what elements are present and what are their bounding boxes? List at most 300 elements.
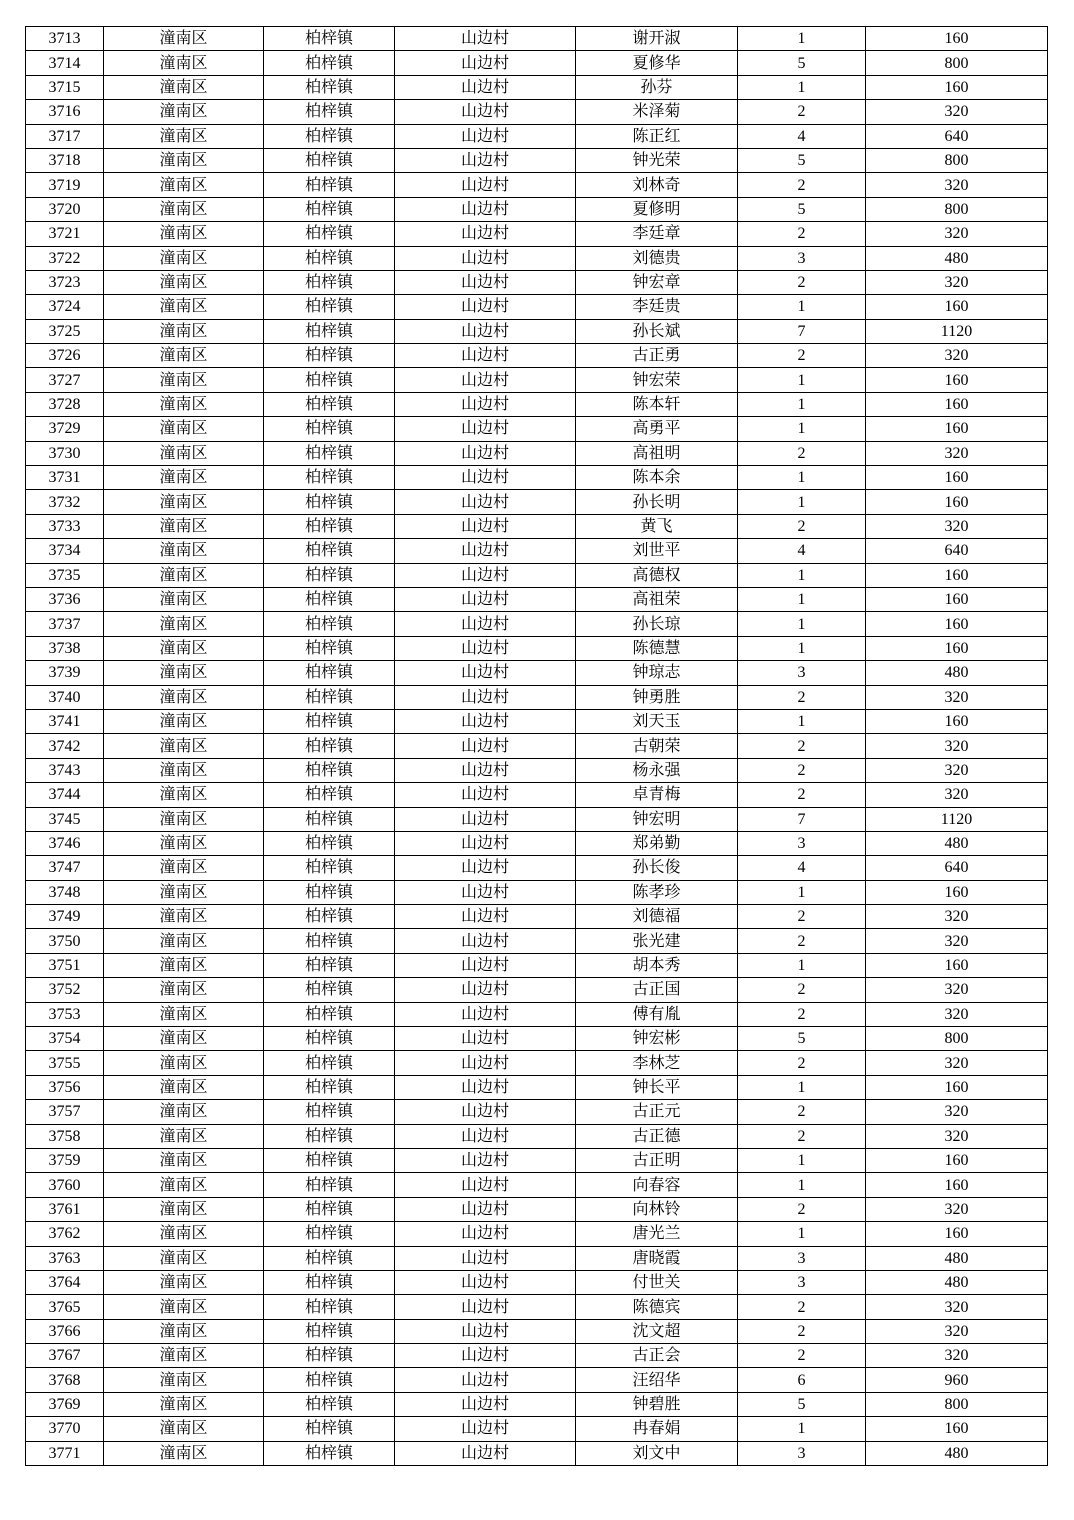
serial-number-cell: 3748: [26, 880, 104, 904]
serial-number-cell: 3760: [26, 1173, 104, 1197]
serial-number-cell: 3764: [26, 1270, 104, 1294]
amount-cell: 160: [866, 1222, 1048, 1246]
district-cell: 潼南区: [104, 709, 264, 733]
district-cell: 潼南区: [104, 417, 264, 441]
table-row: [26, 953, 1048, 977]
district-cell: 潼南区: [104, 392, 264, 416]
table-row: [26, 758, 1048, 782]
serial-number-cell: 3729: [26, 417, 104, 441]
town-cell: 柏梓镇: [264, 1246, 395, 1270]
table-row: [26, 490, 1048, 514]
village-cell: 山边村: [395, 1051, 576, 1075]
district-cell: 潼南区: [104, 295, 264, 319]
count-cell: 2: [738, 1319, 866, 1343]
table-row: [26, 1051, 1048, 1075]
table-row: [26, 1392, 1048, 1416]
town-cell: 柏梓镇: [264, 880, 395, 904]
village-cell: 山边村: [395, 1295, 576, 1319]
district-cell: 潼南区: [104, 1368, 264, 1392]
village-cell: 山边村: [395, 1319, 576, 1343]
amount-cell: 320: [866, 758, 1048, 782]
name-cell: 古正明: [576, 1148, 738, 1172]
town-cell: 柏梓镇: [264, 490, 395, 514]
serial-number-cell: 3766: [26, 1319, 104, 1343]
table-row: [26, 661, 1048, 685]
table-row: [26, 905, 1048, 929]
town-cell: 柏梓镇: [264, 831, 395, 855]
serial-number-cell: 3727: [26, 368, 104, 392]
subsidy-table: [25, 26, 1048, 1466]
count-cell: 1: [738, 953, 866, 977]
district-cell: 潼南区: [104, 905, 264, 929]
amount-cell: 160: [866, 1417, 1048, 1441]
town-cell: 柏梓镇: [264, 1417, 395, 1441]
serial-number-cell: 3752: [26, 978, 104, 1002]
name-cell: 高祖荣: [576, 587, 738, 611]
serial-number-cell: 3720: [26, 197, 104, 221]
district-cell: 潼南区: [104, 1319, 264, 1343]
table-row: [26, 344, 1048, 368]
amount-cell: 480: [866, 1246, 1048, 1270]
serial-number-cell: 3744: [26, 783, 104, 807]
table-row: [26, 1002, 1048, 1026]
serial-number-cell: 3717: [26, 124, 104, 148]
amount-cell: 1120: [866, 807, 1048, 831]
amount-cell: 320: [866, 734, 1048, 758]
village-cell: 山边村: [395, 1417, 576, 1441]
village-cell: 山边村: [395, 734, 576, 758]
amount-cell: 160: [866, 953, 1048, 977]
town-cell: 柏梓镇: [264, 197, 395, 221]
count-cell: 2: [738, 270, 866, 294]
town-cell: 柏梓镇: [264, 173, 395, 197]
name-cell: 陈正红: [576, 124, 738, 148]
village-cell: 山边村: [395, 929, 576, 953]
amount-cell: 1120: [866, 319, 1048, 343]
name-cell: 卓青梅: [576, 783, 738, 807]
village-cell: 山边村: [395, 1124, 576, 1148]
name-cell: 冉春娟: [576, 1417, 738, 1441]
count-cell: 3: [738, 661, 866, 685]
count-cell: 1: [738, 466, 866, 490]
name-cell: 夏修华: [576, 51, 738, 75]
name-cell: 李林芝: [576, 1051, 738, 1075]
village-cell: 山边村: [395, 587, 576, 611]
name-cell: 张光建: [576, 929, 738, 953]
town-cell: 柏梓镇: [264, 1392, 395, 1416]
town-cell: 柏梓镇: [264, 978, 395, 1002]
village-cell: 山边村: [395, 1002, 576, 1026]
district-cell: 潼南区: [104, 124, 264, 148]
town-cell: 柏梓镇: [264, 51, 395, 75]
serial-number-cell: 3759: [26, 1148, 104, 1172]
name-cell: 钟宏荣: [576, 368, 738, 392]
count-cell: 1: [738, 587, 866, 611]
village-cell: 山边村: [395, 368, 576, 392]
town-cell: 柏梓镇: [264, 1368, 395, 1392]
district-cell: 潼南区: [104, 539, 264, 563]
village-cell: 山边村: [395, 246, 576, 270]
village-cell: 山边村: [395, 270, 576, 294]
name-cell: 胡本秀: [576, 953, 738, 977]
amount-cell: 160: [866, 1173, 1048, 1197]
count-cell: 7: [738, 807, 866, 831]
amount-cell: 800: [866, 197, 1048, 221]
amount-cell: 160: [866, 392, 1048, 416]
table-row: [26, 807, 1048, 831]
village-cell: 山边村: [395, 1441, 576, 1465]
town-cell: 柏梓镇: [264, 1319, 395, 1343]
town-cell: 柏梓镇: [264, 953, 395, 977]
town-cell: 柏梓镇: [264, 1075, 395, 1099]
town-cell: 柏梓镇: [264, 539, 395, 563]
amount-cell: 480: [866, 661, 1048, 685]
serial-number-cell: 3714: [26, 51, 104, 75]
village-cell: 山边村: [395, 295, 576, 319]
count-cell: 4: [738, 124, 866, 148]
count-cell: 4: [738, 856, 866, 880]
amount-cell: 320: [866, 1344, 1048, 1368]
amount-cell: 160: [866, 1075, 1048, 1099]
village-cell: 山边村: [395, 1246, 576, 1270]
town-cell: 柏梓镇: [264, 295, 395, 319]
table-row: [26, 270, 1048, 294]
village-cell: 山边村: [395, 831, 576, 855]
district-cell: 潼南区: [104, 1002, 264, 1026]
district-cell: 潼南区: [104, 75, 264, 99]
town-cell: 柏梓镇: [264, 929, 395, 953]
table-row: [26, 563, 1048, 587]
count-cell: 1: [738, 709, 866, 733]
amount-cell: 640: [866, 856, 1048, 880]
town-cell: 柏梓镇: [264, 758, 395, 782]
town-cell: 柏梓镇: [264, 441, 395, 465]
town-cell: 柏梓镇: [264, 807, 395, 831]
count-cell: 1: [738, 1417, 866, 1441]
town-cell: 柏梓镇: [264, 392, 395, 416]
count-cell: 2: [738, 905, 866, 929]
district-cell: 潼南区: [104, 27, 264, 51]
village-cell: 山边村: [395, 807, 576, 831]
district-cell: 潼南区: [104, 685, 264, 709]
amount-cell: 160: [866, 880, 1048, 904]
serial-number-cell: 3733: [26, 514, 104, 538]
town-cell: 柏梓镇: [264, 148, 395, 172]
name-cell: 高祖明: [576, 441, 738, 465]
count-cell: 2: [738, 1051, 866, 1075]
serial-number-cell: 3751: [26, 953, 104, 977]
table-row: [26, 636, 1048, 660]
serial-number-cell: 3724: [26, 295, 104, 319]
district-cell: 潼南区: [104, 1295, 264, 1319]
district-cell: 潼南区: [104, 807, 264, 831]
count-cell: 3: [738, 831, 866, 855]
table-row: [26, 1124, 1048, 1148]
village-cell: 山边村: [395, 1100, 576, 1124]
name-cell: 米泽菊: [576, 100, 738, 124]
name-cell: 钟宏彬: [576, 1027, 738, 1051]
district-cell: 潼南区: [104, 1100, 264, 1124]
serial-number-cell: 3736: [26, 587, 104, 611]
name-cell: 刘文中: [576, 1441, 738, 1465]
district-cell: 潼南区: [104, 783, 264, 807]
table-row: [26, 1173, 1048, 1197]
name-cell: 向春容: [576, 1173, 738, 1197]
serial-number-cell: 3718: [26, 148, 104, 172]
district-cell: 潼南区: [104, 856, 264, 880]
district-cell: 潼南区: [104, 441, 264, 465]
count-cell: 2: [738, 734, 866, 758]
count-cell: 7: [738, 319, 866, 343]
village-cell: 山边村: [395, 173, 576, 197]
count-cell: 1: [738, 563, 866, 587]
serial-number-cell: 3731: [26, 466, 104, 490]
table-row: [26, 587, 1048, 611]
village-cell: 山边村: [395, 856, 576, 880]
name-cell: 付世关: [576, 1270, 738, 1294]
village-cell: 山边村: [395, 612, 576, 636]
count-cell: 1: [738, 417, 866, 441]
town-cell: 柏梓镇: [264, 1173, 395, 1197]
serial-number-cell: 3723: [26, 270, 104, 294]
town-cell: 柏梓镇: [264, 75, 395, 99]
table-row: [26, 734, 1048, 758]
town-cell: 柏梓镇: [264, 1270, 395, 1294]
serial-number-cell: 3715: [26, 75, 104, 99]
count-cell: 2: [738, 1295, 866, 1319]
amount-cell: 160: [866, 587, 1048, 611]
district-cell: 潼南区: [104, 100, 264, 124]
name-cell: 孙芬: [576, 75, 738, 99]
serial-number-cell: 3738: [26, 636, 104, 660]
count-cell: 1: [738, 1222, 866, 1246]
village-cell: 山边村: [395, 441, 576, 465]
amount-cell: 160: [866, 1148, 1048, 1172]
district-cell: 潼南区: [104, 563, 264, 587]
count-cell: 2: [738, 100, 866, 124]
village-cell: 山边村: [395, 905, 576, 929]
town-cell: 柏梓镇: [264, 368, 395, 392]
count-cell: 3: [738, 1441, 866, 1465]
count-cell: 5: [738, 1392, 866, 1416]
serial-number-cell: 3750: [26, 929, 104, 953]
district-cell: 潼南区: [104, 1075, 264, 1099]
village-cell: 山边村: [395, 197, 576, 221]
name-cell: 李廷贵: [576, 295, 738, 319]
serial-number-cell: 3767: [26, 1344, 104, 1368]
town-cell: 柏梓镇: [264, 466, 395, 490]
serial-number-cell: 3713: [26, 27, 104, 51]
amount-cell: 480: [866, 1441, 1048, 1465]
count-cell: 3: [738, 1270, 866, 1294]
name-cell: 古朝荣: [576, 734, 738, 758]
amount-cell: 320: [866, 1197, 1048, 1221]
count-cell: 1: [738, 490, 866, 514]
name-cell: 刘林奇: [576, 173, 738, 197]
village-cell: 山边村: [395, 417, 576, 441]
district-cell: 潼南区: [104, 1124, 264, 1148]
district-cell: 潼南区: [104, 1417, 264, 1441]
serial-number-cell: 3763: [26, 1246, 104, 1270]
amount-cell: 320: [866, 1051, 1048, 1075]
village-cell: 山边村: [395, 978, 576, 1002]
district-cell: 潼南区: [104, 148, 264, 172]
town-cell: 柏梓镇: [264, 1197, 395, 1221]
table-row: [26, 929, 1048, 953]
amount-cell: 320: [866, 685, 1048, 709]
name-cell: 刘德福: [576, 905, 738, 929]
serial-number-cell: 3719: [26, 173, 104, 197]
count-cell: 1: [738, 27, 866, 51]
serial-number-cell: 3757: [26, 1100, 104, 1124]
village-cell: 山边村: [395, 1148, 576, 1172]
village-cell: 山边村: [395, 1270, 576, 1294]
count-cell: 4: [738, 539, 866, 563]
town-cell: 柏梓镇: [264, 1027, 395, 1051]
serial-number-cell: 3722: [26, 246, 104, 270]
village-cell: 山边村: [395, 539, 576, 563]
serial-number-cell: 3745: [26, 807, 104, 831]
town-cell: 柏梓镇: [264, 27, 395, 51]
amount-cell: 320: [866, 270, 1048, 294]
count-cell: 5: [738, 1027, 866, 1051]
serial-number-cell: 3756: [26, 1075, 104, 1099]
amount-cell: 480: [866, 1270, 1048, 1294]
serial-number-cell: 3726: [26, 344, 104, 368]
town-cell: 柏梓镇: [264, 856, 395, 880]
amount-cell: 160: [866, 709, 1048, 733]
district-cell: 潼南区: [104, 246, 264, 270]
name-cell: 钟碧胜: [576, 1392, 738, 1416]
table-row: [26, 75, 1048, 99]
count-cell: 1: [738, 636, 866, 660]
amount-cell: 320: [866, 1319, 1048, 1343]
table-row: [26, 514, 1048, 538]
count-cell: 2: [738, 1124, 866, 1148]
table-row: [26, 1197, 1048, 1221]
serial-number-cell: 3761: [26, 1197, 104, 1221]
count-cell: 5: [738, 51, 866, 75]
town-cell: 柏梓镇: [264, 1124, 395, 1148]
town-cell: 柏梓镇: [264, 270, 395, 294]
village-cell: 山边村: [395, 1368, 576, 1392]
count-cell: 2: [738, 783, 866, 807]
name-cell: 黄飞: [576, 514, 738, 538]
village-cell: 山边村: [395, 1075, 576, 1099]
name-cell: 高德权: [576, 563, 738, 587]
name-cell: 刘天玉: [576, 709, 738, 733]
town-cell: 柏梓镇: [264, 587, 395, 611]
district-cell: 潼南区: [104, 514, 264, 538]
village-cell: 山边村: [395, 1222, 576, 1246]
village-cell: 山边村: [395, 100, 576, 124]
village-cell: 山边村: [395, 222, 576, 246]
table-row: [26, 1075, 1048, 1099]
name-cell: 钟宏章: [576, 270, 738, 294]
serial-number-cell: 3755: [26, 1051, 104, 1075]
amount-cell: 320: [866, 905, 1048, 929]
amount-cell: 320: [866, 1295, 1048, 1319]
count-cell: 2: [738, 1002, 866, 1026]
village-cell: 山边村: [395, 783, 576, 807]
serial-number-cell: 3758: [26, 1124, 104, 1148]
count-cell: 1: [738, 1148, 866, 1172]
town-cell: 柏梓镇: [264, 1148, 395, 1172]
village-cell: 山边村: [395, 75, 576, 99]
table-body: [26, 27, 1048, 1466]
name-cell: 唐光兰: [576, 1222, 738, 1246]
count-cell: 2: [738, 173, 866, 197]
amount-cell: 320: [866, 173, 1048, 197]
amount-cell: 320: [866, 978, 1048, 1002]
name-cell: 古正国: [576, 978, 738, 1002]
district-cell: 潼南区: [104, 270, 264, 294]
town-cell: 柏梓镇: [264, 124, 395, 148]
serial-number-cell: 3735: [26, 563, 104, 587]
table-row: [26, 100, 1048, 124]
town-cell: 柏梓镇: [264, 1344, 395, 1368]
name-cell: 古正会: [576, 1344, 738, 1368]
district-cell: 潼南区: [104, 661, 264, 685]
district-cell: 潼南区: [104, 197, 264, 221]
village-cell: 山边村: [395, 636, 576, 660]
table-row: [26, 27, 1048, 51]
amount-cell: 160: [866, 612, 1048, 636]
town-cell: 柏梓镇: [264, 1100, 395, 1124]
serial-number-cell: 3769: [26, 1392, 104, 1416]
table-row: [26, 880, 1048, 904]
table-row: [26, 1295, 1048, 1319]
count-cell: 2: [738, 222, 866, 246]
district-cell: 潼南区: [104, 880, 264, 904]
town-cell: 柏梓镇: [264, 514, 395, 538]
count-cell: 2: [738, 514, 866, 538]
table-row: [26, 466, 1048, 490]
village-cell: 山边村: [395, 1173, 576, 1197]
district-cell: 潼南区: [104, 734, 264, 758]
town-cell: 柏梓镇: [264, 905, 395, 929]
village-cell: 山边村: [395, 319, 576, 343]
serial-number-cell: 3734: [26, 539, 104, 563]
count-cell: 1: [738, 295, 866, 319]
name-cell: 孙长琼: [576, 612, 738, 636]
district-cell: 潼南区: [104, 490, 264, 514]
district-cell: 潼南区: [104, 344, 264, 368]
district-cell: 潼南区: [104, 758, 264, 782]
serial-number-cell: 3730: [26, 441, 104, 465]
name-cell: 古正元: [576, 1100, 738, 1124]
name-cell: 傅有胤: [576, 1002, 738, 1026]
district-cell: 潼南区: [104, 319, 264, 343]
count-cell: 5: [738, 148, 866, 172]
district-cell: 潼南区: [104, 1027, 264, 1051]
table-row: [26, 124, 1048, 148]
amount-cell: 960: [866, 1368, 1048, 1392]
village-cell: 山边村: [395, 1027, 576, 1051]
district-cell: 潼南区: [104, 368, 264, 392]
serial-number-cell: 3739: [26, 661, 104, 685]
table-row: [26, 197, 1048, 221]
district-cell: 潼南区: [104, 929, 264, 953]
serial-number-cell: 3728: [26, 392, 104, 416]
table-row: [26, 1441, 1048, 1465]
amount-cell: 320: [866, 514, 1048, 538]
table-row: [26, 246, 1048, 270]
name-cell: 谢开淑: [576, 27, 738, 51]
amount-cell: 160: [866, 75, 1048, 99]
table-row: [26, 1344, 1048, 1368]
serial-number-cell: 3765: [26, 1295, 104, 1319]
